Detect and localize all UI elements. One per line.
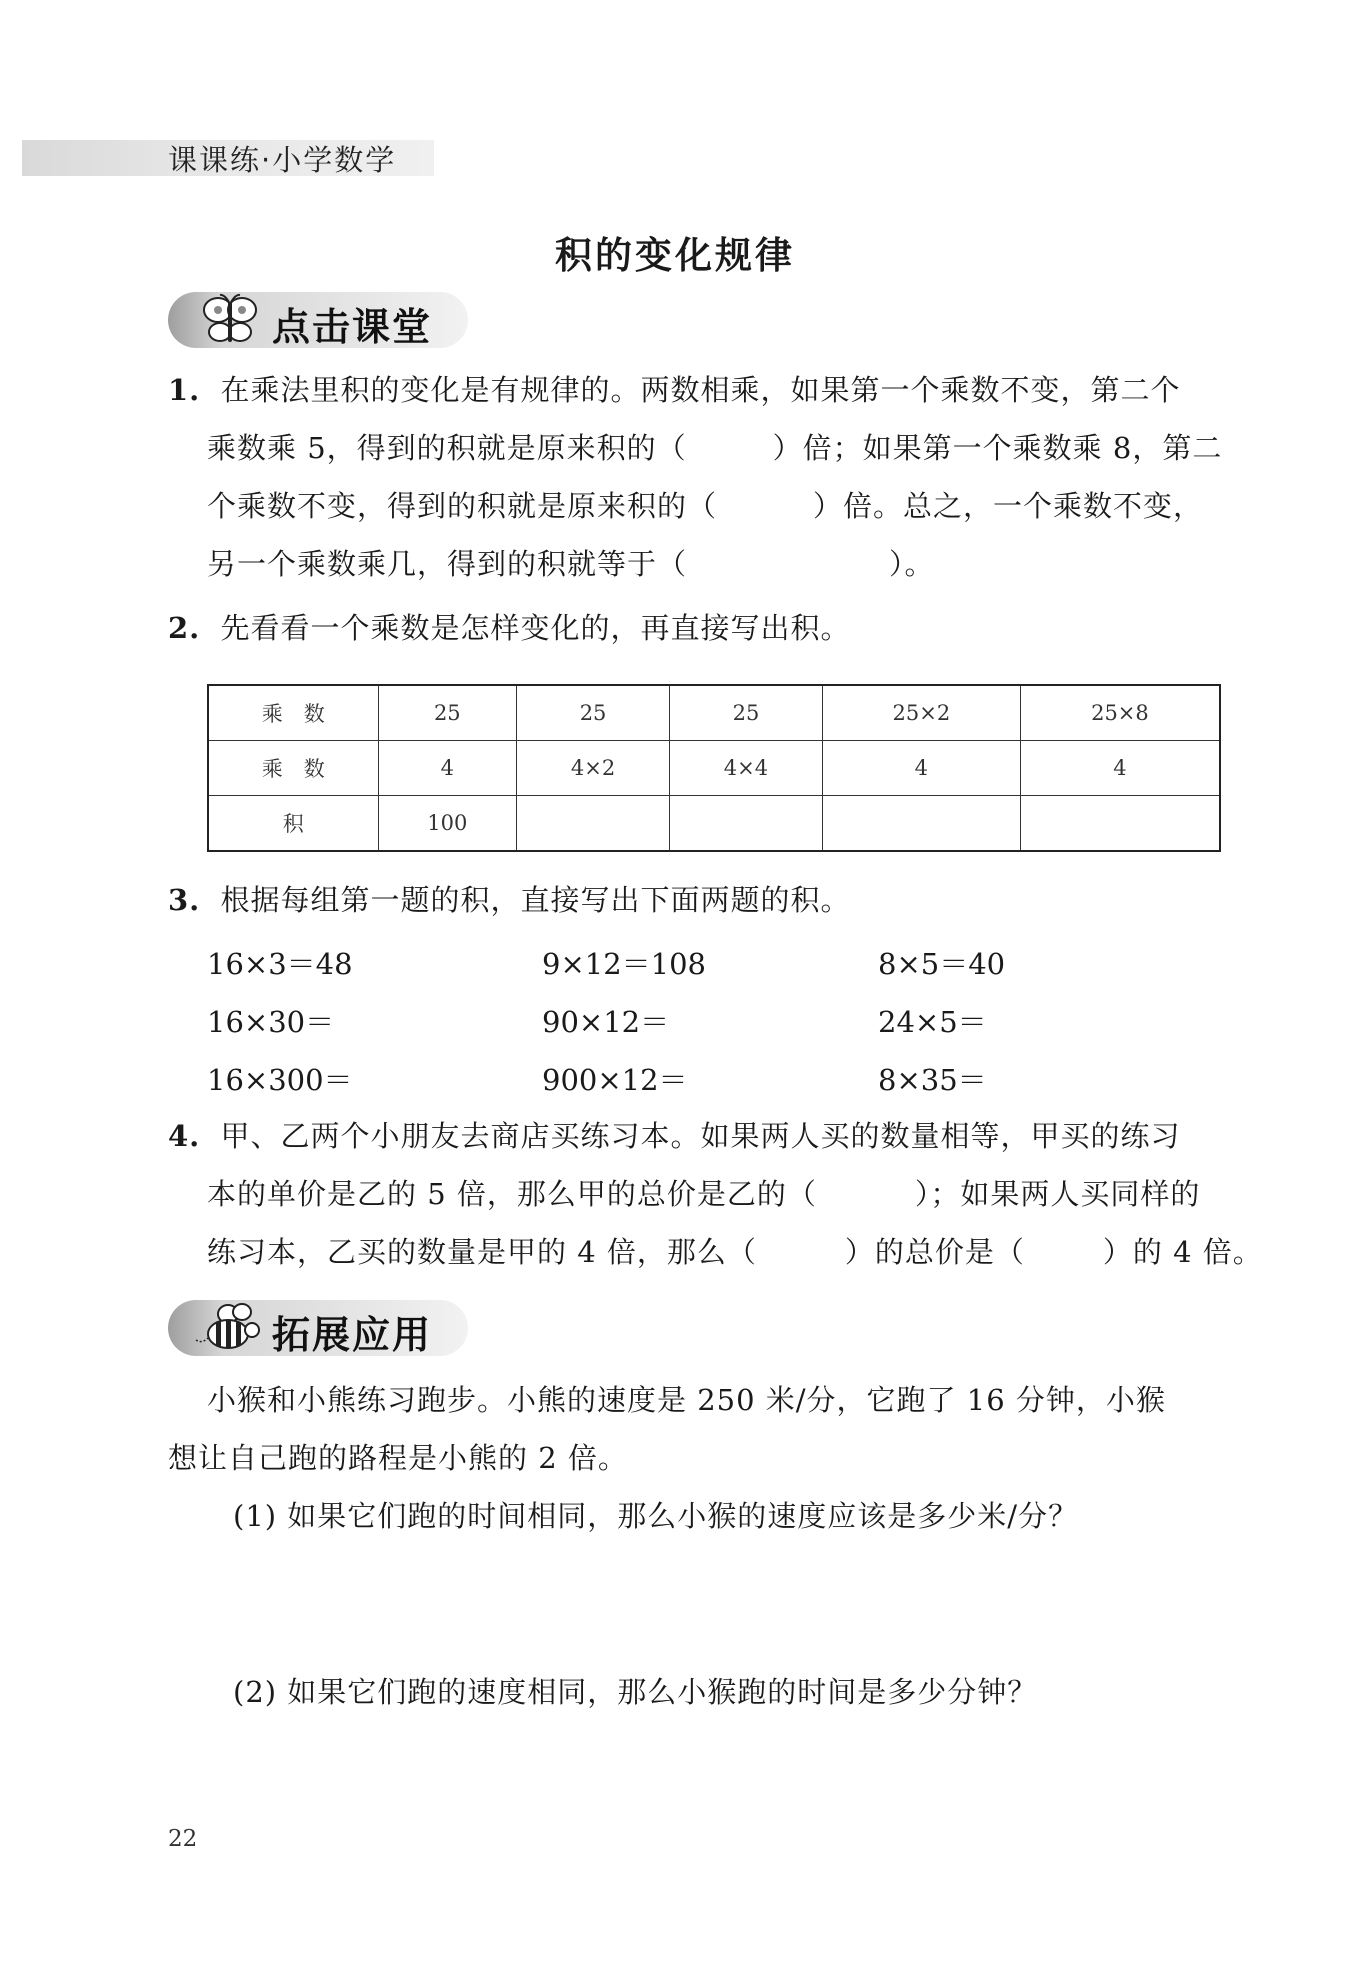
- table-cell: 25: [378, 685, 517, 741]
- answer-cell[interactable]: [517, 796, 670, 852]
- table-cell: 25×2: [822, 685, 1020, 741]
- answer-area[interactable]: [233, 1724, 1213, 1814]
- answer-cell[interactable]: [822, 796, 1020, 852]
- table-cell: 4: [1020, 741, 1220, 796]
- answer-area[interactable]: [233, 1548, 1213, 1658]
- question-1-line-2: [207, 428, 1222, 468]
- section-label: 点击课堂: [272, 305, 433, 349]
- table-cell: 25×8: [1020, 685, 1220, 741]
- question-text: 练习本，乙买的数量是甲的 4 倍，那么（: [207, 1235, 757, 1269]
- expression: 24×5＝: [878, 1005, 987, 1039]
- table-cell: 4×4: [670, 741, 823, 796]
- multiplication-table: [207, 684, 1221, 852]
- question-number: 2.: [168, 611, 201, 645]
- expression: 8×35＝: [878, 1063, 987, 1097]
- question-text: 本的单价是乙的 5 倍，那么甲的总价是乙的（: [207, 1177, 817, 1211]
- section-heading-classroom: [168, 292, 468, 348]
- table-cell: 25: [517, 685, 670, 741]
- question-text: 根据每组第一题的积，直接写出下面两题的积。: [220, 883, 851, 917]
- table-cell: 4×2: [517, 741, 670, 796]
- butterfly-icon: [196, 292, 266, 348]
- question-text: 甲、乙两个小朋友去商店买练习本。如果两人买的数量相等，甲买的练习: [220, 1119, 1181, 1153]
- row-header: 乘 数: [208, 685, 378, 741]
- question-4-line-1: [168, 1116, 1181, 1156]
- answer-cell[interactable]: [670, 796, 823, 852]
- expression: 16×300＝: [207, 1063, 353, 1097]
- question-text: 在乘法里积的变化是有规律的。两数相乘，如果第一个乘数不变，第二个: [220, 373, 1181, 407]
- problem-line-2: 想让自己跑的路程是小熊的 2 倍。: [168, 1441, 628, 1475]
- expression: 90×12＝: [542, 1005, 670, 1039]
- expression: 16×30＝: [207, 1005, 335, 1039]
- question-text: 乘数乘 5，得到的积就是原来积的（: [207, 431, 687, 465]
- page-title: 积的变化规律: [555, 234, 795, 277]
- sub-question-1: (1) 如果它们跑的时间相同，那么小猴的速度应该是多少米/分？: [233, 1499, 1079, 1533]
- bee-icon: [188, 1300, 268, 1356]
- book-series-title: 课课练·小学数学: [168, 143, 397, 177]
- table-cell: 4: [378, 741, 517, 796]
- question-text: ）；如果两人买同样的: [914, 1177, 1201, 1211]
- table-cell: 100: [378, 796, 517, 852]
- question-text: ）倍；如果第一个乘数乘 8，第二: [772, 431, 1223, 465]
- question-text: 另一个乘数乘几，得到的积就等于（: [207, 547, 688, 581]
- row-header: 乘 数: [208, 741, 378, 796]
- question-text: ）倍。总之，一个乘数不变，: [813, 489, 1204, 523]
- question-4-line-3: [207, 1232, 1263, 1272]
- question-number: 4.: [168, 1119, 201, 1153]
- row-header: 积: [208, 796, 378, 852]
- sub-question-2: (2) 如果它们跑的速度相同，那么小猴跑的时间是多少分钟？: [233, 1675, 1038, 1709]
- question-4-line-2: [207, 1174, 1200, 1214]
- question-text: ）的总价是（: [844, 1235, 1025, 1269]
- question-text: 个乘数不变，得到的积就是原来积的（: [207, 489, 718, 523]
- question-1-line-3: [207, 486, 1203, 526]
- question-text: 先看看一个乘数是怎样变化的，再直接写出积。: [220, 611, 851, 645]
- expression: 8×5＝40: [878, 947, 1006, 981]
- page-number: 22: [168, 1826, 198, 1852]
- answer-cell[interactable]: [1020, 796, 1220, 852]
- table-row: [208, 741, 1220, 796]
- question-text: ）。: [889, 547, 935, 581]
- question-2: [168, 608, 851, 648]
- section-heading-extension: [168, 1300, 468, 1356]
- section-label: 拓展应用: [272, 1313, 433, 1357]
- expression: 16×3＝48: [207, 947, 353, 981]
- table-row: [208, 685, 1220, 741]
- question-number: 3.: [168, 883, 201, 917]
- question-number: 1.: [168, 373, 201, 407]
- expression: 900×12＝: [542, 1063, 688, 1097]
- question-1-line-1: [168, 370, 1181, 410]
- problem-line-1: 小猴和小熊练习跑步。小熊的速度是 250 米/分，它跑了 16 分钟，小猴: [207, 1383, 1166, 1417]
- question-3: [168, 880, 851, 920]
- table-cell: 4: [822, 741, 1020, 796]
- expression: 9×12＝108: [542, 947, 707, 981]
- table-cell: 25: [670, 685, 823, 741]
- question-1-line-4: [207, 544, 935, 584]
- question-text: ）的 4 倍。: [1102, 1235, 1263, 1269]
- table-row: [208, 796, 1220, 852]
